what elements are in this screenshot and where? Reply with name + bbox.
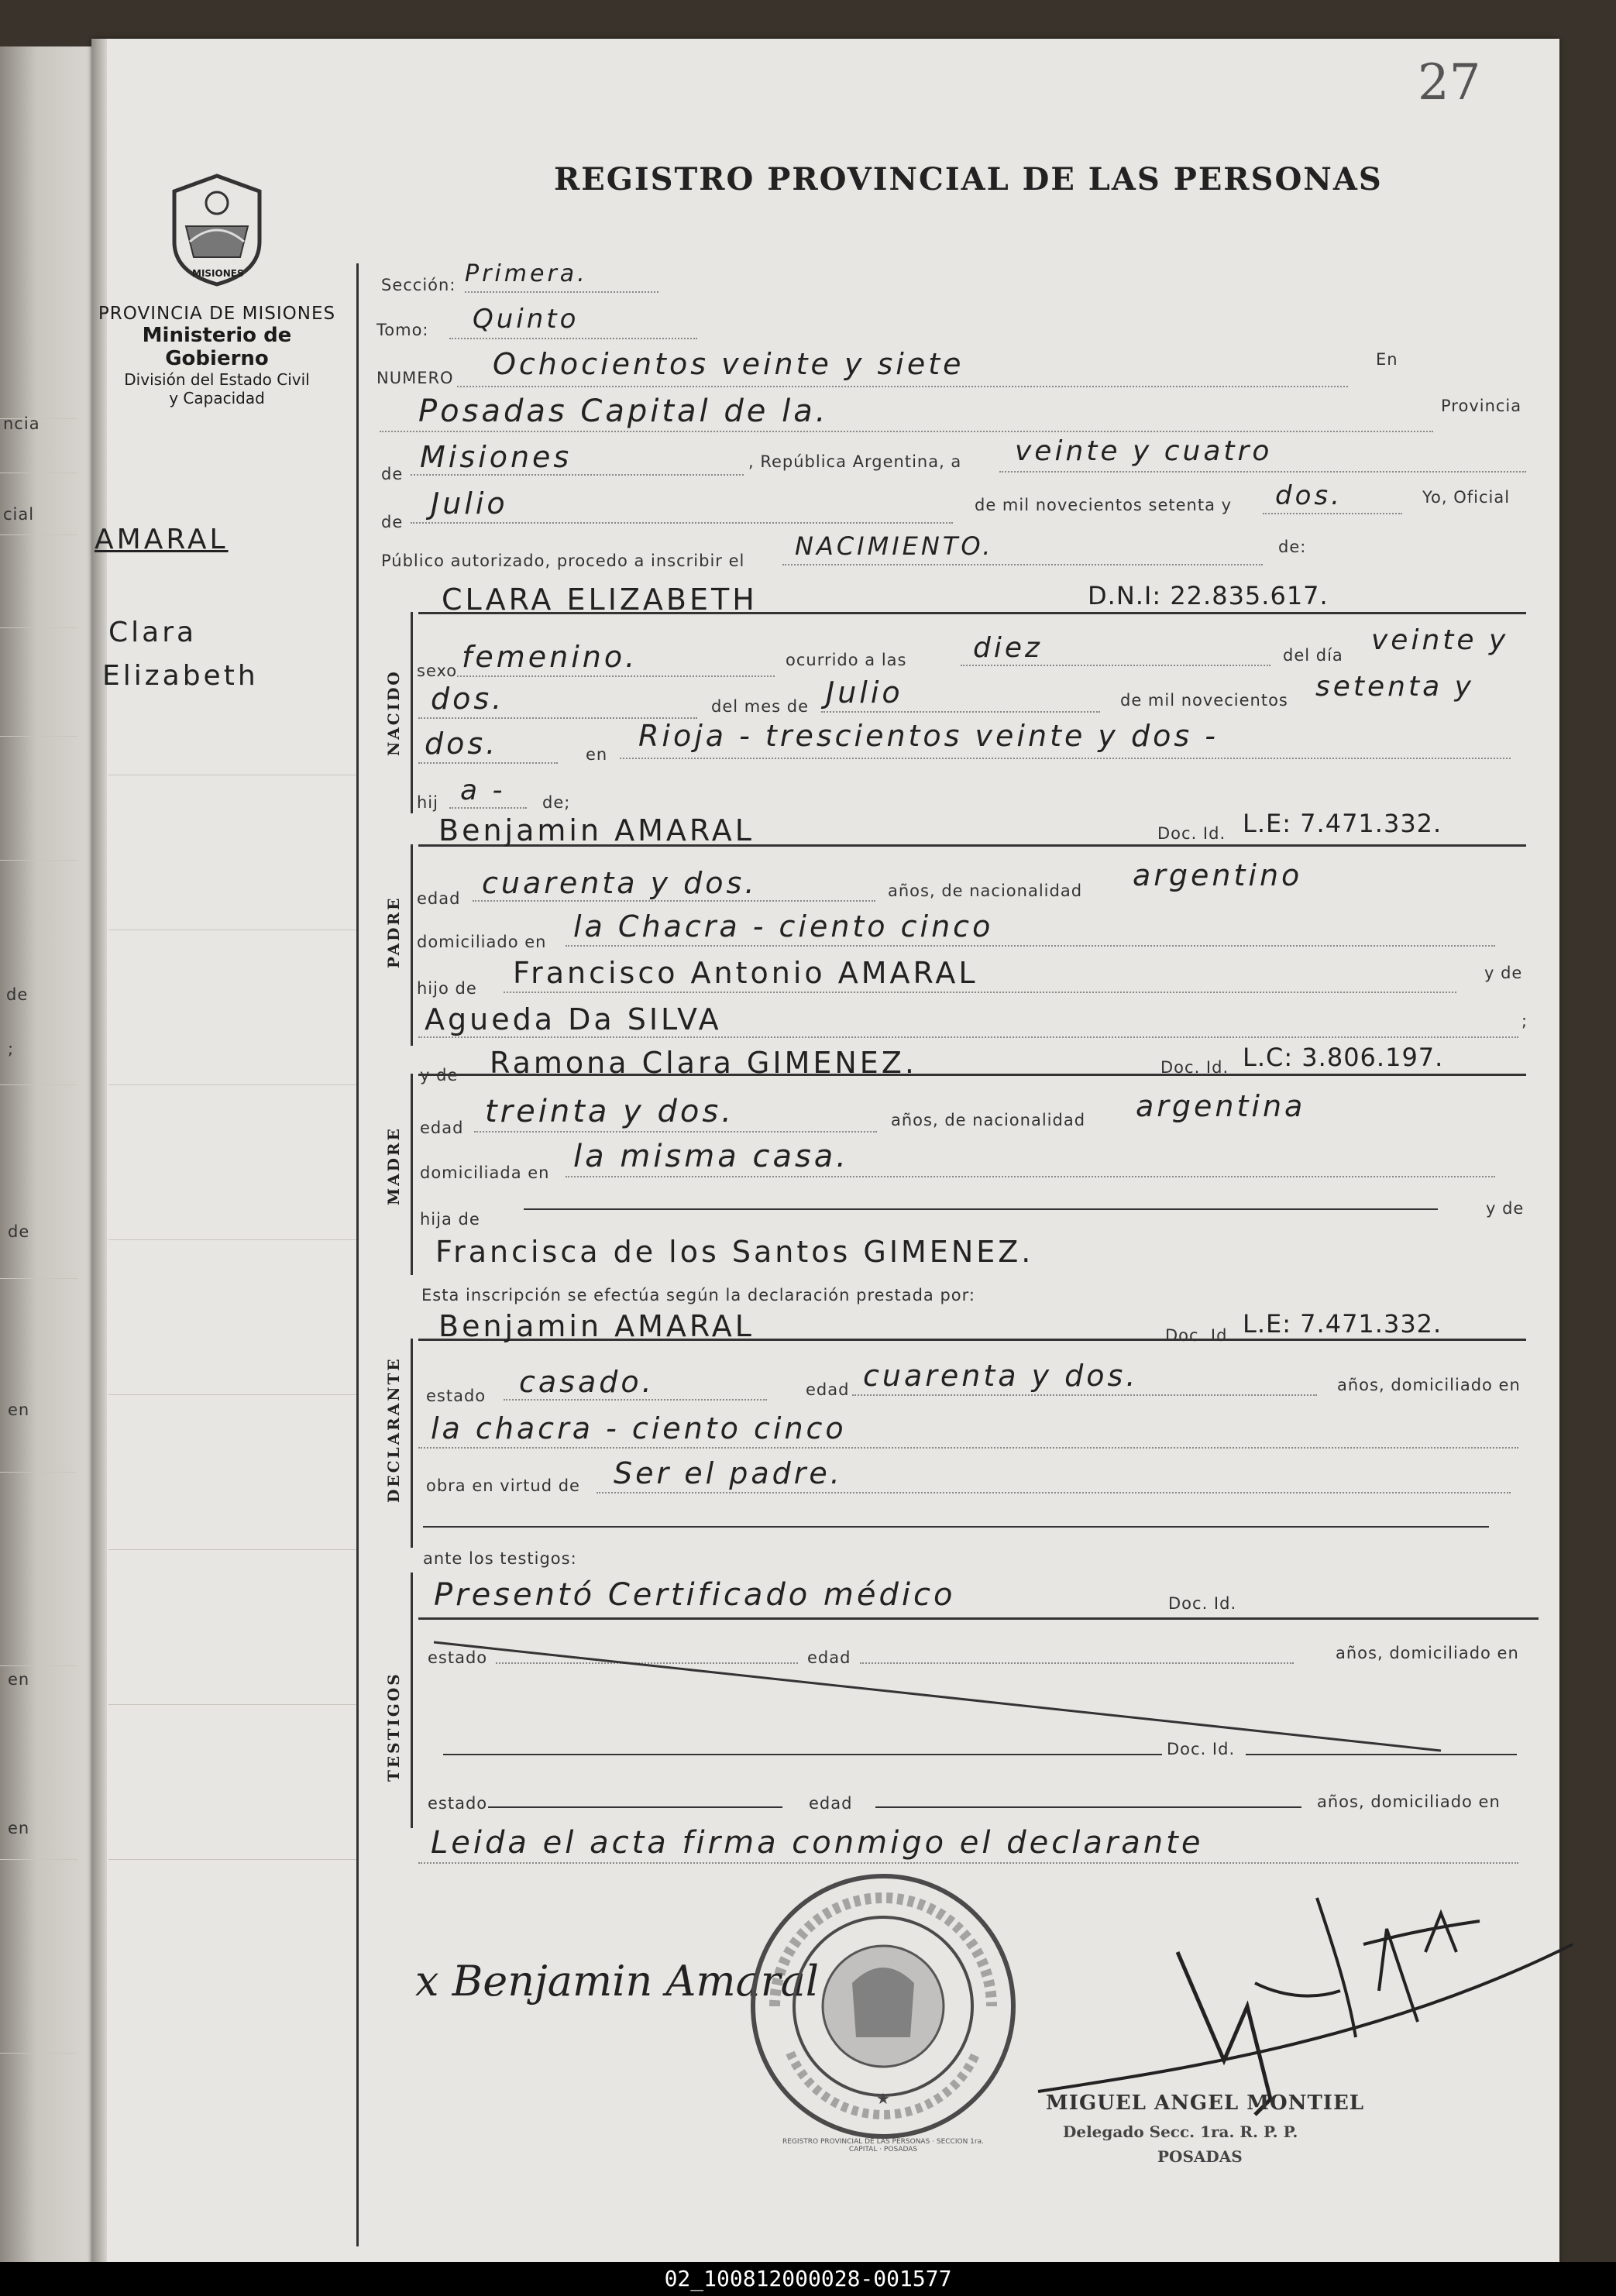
- hij-value: a -: [460, 775, 506, 806]
- nacido-nombre: CLARA ELIZABETH: [442, 583, 758, 617]
- abuela-materna: Francisca de los Santos GIMENEZ.: [435, 1235, 1034, 1269]
- declarante-obra: Ser el padre.: [614, 1456, 843, 1490]
- dia-value-1: veinte y: [1371, 624, 1509, 656]
- tomo-value: Quinto: [473, 304, 579, 335]
- hora-value: diez: [973, 632, 1043, 664]
- facing-page: [0, 46, 91, 2262]
- padre-nacionalidad: argentino: [1133, 858, 1303, 892]
- declarante-doc: L.E: 7.471.332.: [1243, 1309, 1442, 1339]
- seal-caption: MISIONES: [192, 268, 244, 279]
- declarante-nombre: Benjamin AMARAL: [438, 1309, 755, 1343]
- anio-value-1: setenta y: [1315, 671, 1474, 703]
- padre-edad: cuarenta y dos.: [482, 866, 758, 900]
- lectura-text: Leida el acta firma conmigo el declarante: [431, 1825, 1204, 1861]
- official-title: Delegado Secc. 1ra. R. P. P.: [1063, 2122, 1298, 2141]
- section-label-padre: PADRE: [384, 895, 403, 968]
- madre-nombre: Ramona Clara GIMENEZ.: [490, 1046, 917, 1080]
- padre-nombre: Benjamin AMARAL: [438, 813, 755, 847]
- abuela-paterna: Agueda Da SILVA: [425, 1002, 722, 1036]
- declaracion-intro: Esta inscripción se efectúa según la declaración prestada por:: [421, 1286, 975, 1304]
- official-location: POSADAS: [1157, 2147, 1243, 2166]
- margin-given-name-1: Clara: [108, 617, 198, 648]
- column-rule: [356, 263, 359, 2246]
- testigos-intro: ante los testigos:: [423, 1549, 577, 1568]
- footer-filename: 02_100812000028-001577: [664, 2266, 952, 2291]
- fecha-anio-value: dos.: [1275, 480, 1343, 511]
- margin-surname: AMARAL: [95, 524, 229, 555]
- nacido-dni: D.N.I: 22.835.617.: [1088, 581, 1329, 610]
- madre-edad: treinta y dos.: [485, 1094, 734, 1129]
- fecha-mes-value: Julio: [431, 486, 508, 521]
- madre-nacionalidad: argentina: [1136, 1089, 1306, 1123]
- numero-value: Ochocientos veinte y siete: [493, 347, 964, 381]
- declarante-signature: x Benjamin Amaral: [415, 1957, 820, 2006]
- margin-given-name-2: Elizabeth: [102, 660, 259, 692]
- page-number: 27: [1418, 54, 1481, 112]
- dia-value-2: dos.: [431, 682, 505, 716]
- sexo-value: femenino.: [462, 640, 638, 674]
- padre-doc: L.E: 7.471.332.: [1243, 809, 1442, 838]
- official-name: MIGUEL ANGEL MONTIEL: [1046, 2091, 1365, 2115]
- section-label-nacido: NACIDO: [384, 669, 403, 756]
- testigos-nota: Presentó Certificado médico: [434, 1577, 956, 1613]
- section-label-declarante: DECLARANTE: [384, 1356, 403, 1503]
- acto-value: NACIMIENTO.: [795, 531, 994, 561]
- declarante-estado: casado.: [519, 1365, 655, 1399]
- abuelo-paterno: Francisco Antonio AMARAL: [513, 956, 978, 990]
- seccion-value: Primera.: [465, 260, 588, 287]
- padre-domicilio: la Chacra - ciento cinco: [573, 909, 994, 943]
- madre-doc: L.C: 3.806.197.: [1243, 1043, 1444, 1072]
- lugar-value: Posadas Capital de la.: [418, 394, 829, 429]
- page-title: REGISTRO PROVINCIAL DE LAS PERSONAS: [554, 161, 1383, 198]
- declarante-domicilio: la chacra - ciento cinco: [431, 1411, 847, 1445]
- strike-through-line: [418, 1619, 1518, 1758]
- svg-text:★: ★: [876, 2089, 890, 2108]
- anio-value-2: dos.: [425, 727, 499, 761]
- ministry-block: PROVINCIA DE MISIONES Ministerio de Gobierno División del Estado Civil y Capacidad: [98, 304, 336, 407]
- section-label-madre: MADRE: [384, 1126, 403, 1205]
- nacimiento-lugar: Rioja - trescientos veinte y dos -: [638, 719, 1219, 753]
- section-label-testigos: TESTIGOS: [384, 1672, 403, 1782]
- nacimiento-mes: Julio: [826, 675, 903, 710]
- madre-domicilio: la misma casa.: [573, 1139, 850, 1174]
- declarante-edad: cuarenta y dos.: [863, 1359, 1139, 1393]
- stamp-text: REGISTRO PROVINCIAL DE LAS PERSONAS · SECCION 1ra. CAPITAL · POSADAS: [782, 2138, 984, 2153]
- provincia-value: Misiones: [420, 440, 572, 474]
- fecha-dia-value: veinte y cuatro: [1015, 435, 1273, 467]
